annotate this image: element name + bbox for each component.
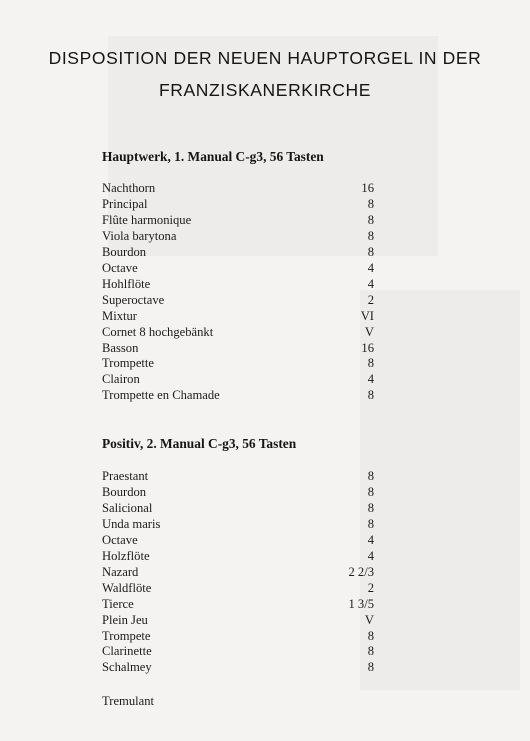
stop-row xyxy=(102,355,374,371)
stop-pitch: 4 xyxy=(367,548,374,563)
reverse-page-shadow-mid xyxy=(360,290,520,690)
stop-row xyxy=(102,580,374,596)
stop-pitch: 4 xyxy=(367,260,374,275)
page-title-line-2: FRANZISKANERKIRCHE xyxy=(158,80,372,100)
stop-pitch: 4 xyxy=(367,372,374,387)
stop-pitch: V xyxy=(364,324,374,339)
stop-name: Holzflöte xyxy=(102,548,150,563)
stop-name: Waldflöte xyxy=(102,580,152,595)
stop-row xyxy=(102,612,374,628)
stop-name: Hohlflöte xyxy=(102,276,151,291)
stop-name: Principal xyxy=(102,196,148,211)
stop-name: Nachthorn xyxy=(102,181,156,195)
stop-pitch: 8 xyxy=(367,644,374,659)
stop-name: Mixtur xyxy=(102,308,137,323)
section-heading-positiv: Positiv, 2. Manual C-g3, 56 Tasten xyxy=(102,436,297,451)
stop-name: Superoctave xyxy=(102,292,165,307)
stop-pitch: 8 xyxy=(367,388,374,403)
stop-pitch: 8 xyxy=(367,500,374,515)
stop-row xyxy=(102,468,374,484)
stop-name: Octave xyxy=(102,260,138,275)
stop-pitch: 8 xyxy=(367,244,374,259)
stop-pitch: 8 xyxy=(367,484,374,499)
stop-row xyxy=(102,276,374,292)
stop-name: Plein Jeu xyxy=(102,612,148,627)
stop-row xyxy=(102,628,374,644)
stop-row xyxy=(102,643,374,659)
stop-row xyxy=(102,196,374,212)
stop-name: Clairon xyxy=(102,372,140,387)
stop-row xyxy=(102,244,374,260)
stop-row xyxy=(102,324,374,340)
stop-row xyxy=(102,564,374,580)
stop-pitch: 16 xyxy=(361,181,374,195)
stop-row xyxy=(102,371,374,387)
stop-pitch: 4 xyxy=(367,276,374,291)
stop-name: Bourdon xyxy=(102,484,147,499)
stop-name: Trompete xyxy=(102,628,151,643)
stop-row xyxy=(102,292,374,308)
stop-name: Viola barytona xyxy=(102,228,177,243)
stop-pitch: 8 xyxy=(367,196,374,211)
stop-name: Praestant xyxy=(102,469,149,483)
stop-row xyxy=(102,387,374,403)
stop-row xyxy=(102,260,374,276)
tremulant-label: Tremulant xyxy=(102,694,155,708)
stop-pitch: 8 xyxy=(367,356,374,371)
stop-name: Flûte harmonique xyxy=(102,212,192,227)
stop-name: Trompette xyxy=(102,356,155,371)
stop-pitch: 8 xyxy=(367,228,374,243)
stop-row xyxy=(102,596,374,612)
stop-name: Clarinette xyxy=(102,644,152,659)
stop-pitch: 1 3/5 xyxy=(348,596,374,611)
stop-row xyxy=(102,484,374,500)
section-heading-hauptwerk: Hauptwerk, 1. Manual C-g3, 56 Tasten xyxy=(102,149,324,164)
stop-pitch: 8 xyxy=(367,516,374,531)
stop-name: Schalmey xyxy=(102,660,152,675)
stop-pitch: 16 xyxy=(361,340,374,355)
stop-row xyxy=(102,212,374,228)
stop-name: Salicional xyxy=(102,500,153,515)
stop-row xyxy=(102,228,374,244)
stop-name: Cornet 8 hochgebänkt xyxy=(102,324,214,339)
stop-pitch: 8 xyxy=(367,212,374,227)
stop-name: Basson xyxy=(102,340,139,355)
stop-row xyxy=(102,308,374,324)
stop-pitch: V xyxy=(364,612,374,627)
stop-row xyxy=(102,180,374,196)
stop-row xyxy=(102,516,374,532)
stop-name: Bourdon xyxy=(102,244,147,259)
page-title-line-1: DISPOSITION DER NEUEN HAUPTORGEL IN DER xyxy=(48,48,482,68)
stop-pitch: 2 xyxy=(367,292,374,307)
stop-row xyxy=(102,659,374,675)
stop-row xyxy=(102,340,374,356)
stop-row xyxy=(102,548,374,564)
stop-name: Trompette en Chamade xyxy=(102,388,220,403)
stop-name: Unda maris xyxy=(102,516,161,531)
stop-pitch: 8 xyxy=(367,469,374,483)
stop-pitch: VI xyxy=(360,308,374,323)
stop-pitch: 4 xyxy=(367,532,374,547)
stop-row xyxy=(102,532,374,548)
stop-pitch: 2 xyxy=(367,580,374,595)
stop-name: Tierce xyxy=(102,596,134,611)
stop-pitch: 8 xyxy=(367,628,374,643)
stop-pitch: 2 2/3 xyxy=(348,564,374,579)
stop-name: Nazard xyxy=(102,564,139,579)
stop-pitch: 8 xyxy=(367,660,374,675)
stop-name: Octave xyxy=(102,532,138,547)
stop-row xyxy=(102,500,374,516)
